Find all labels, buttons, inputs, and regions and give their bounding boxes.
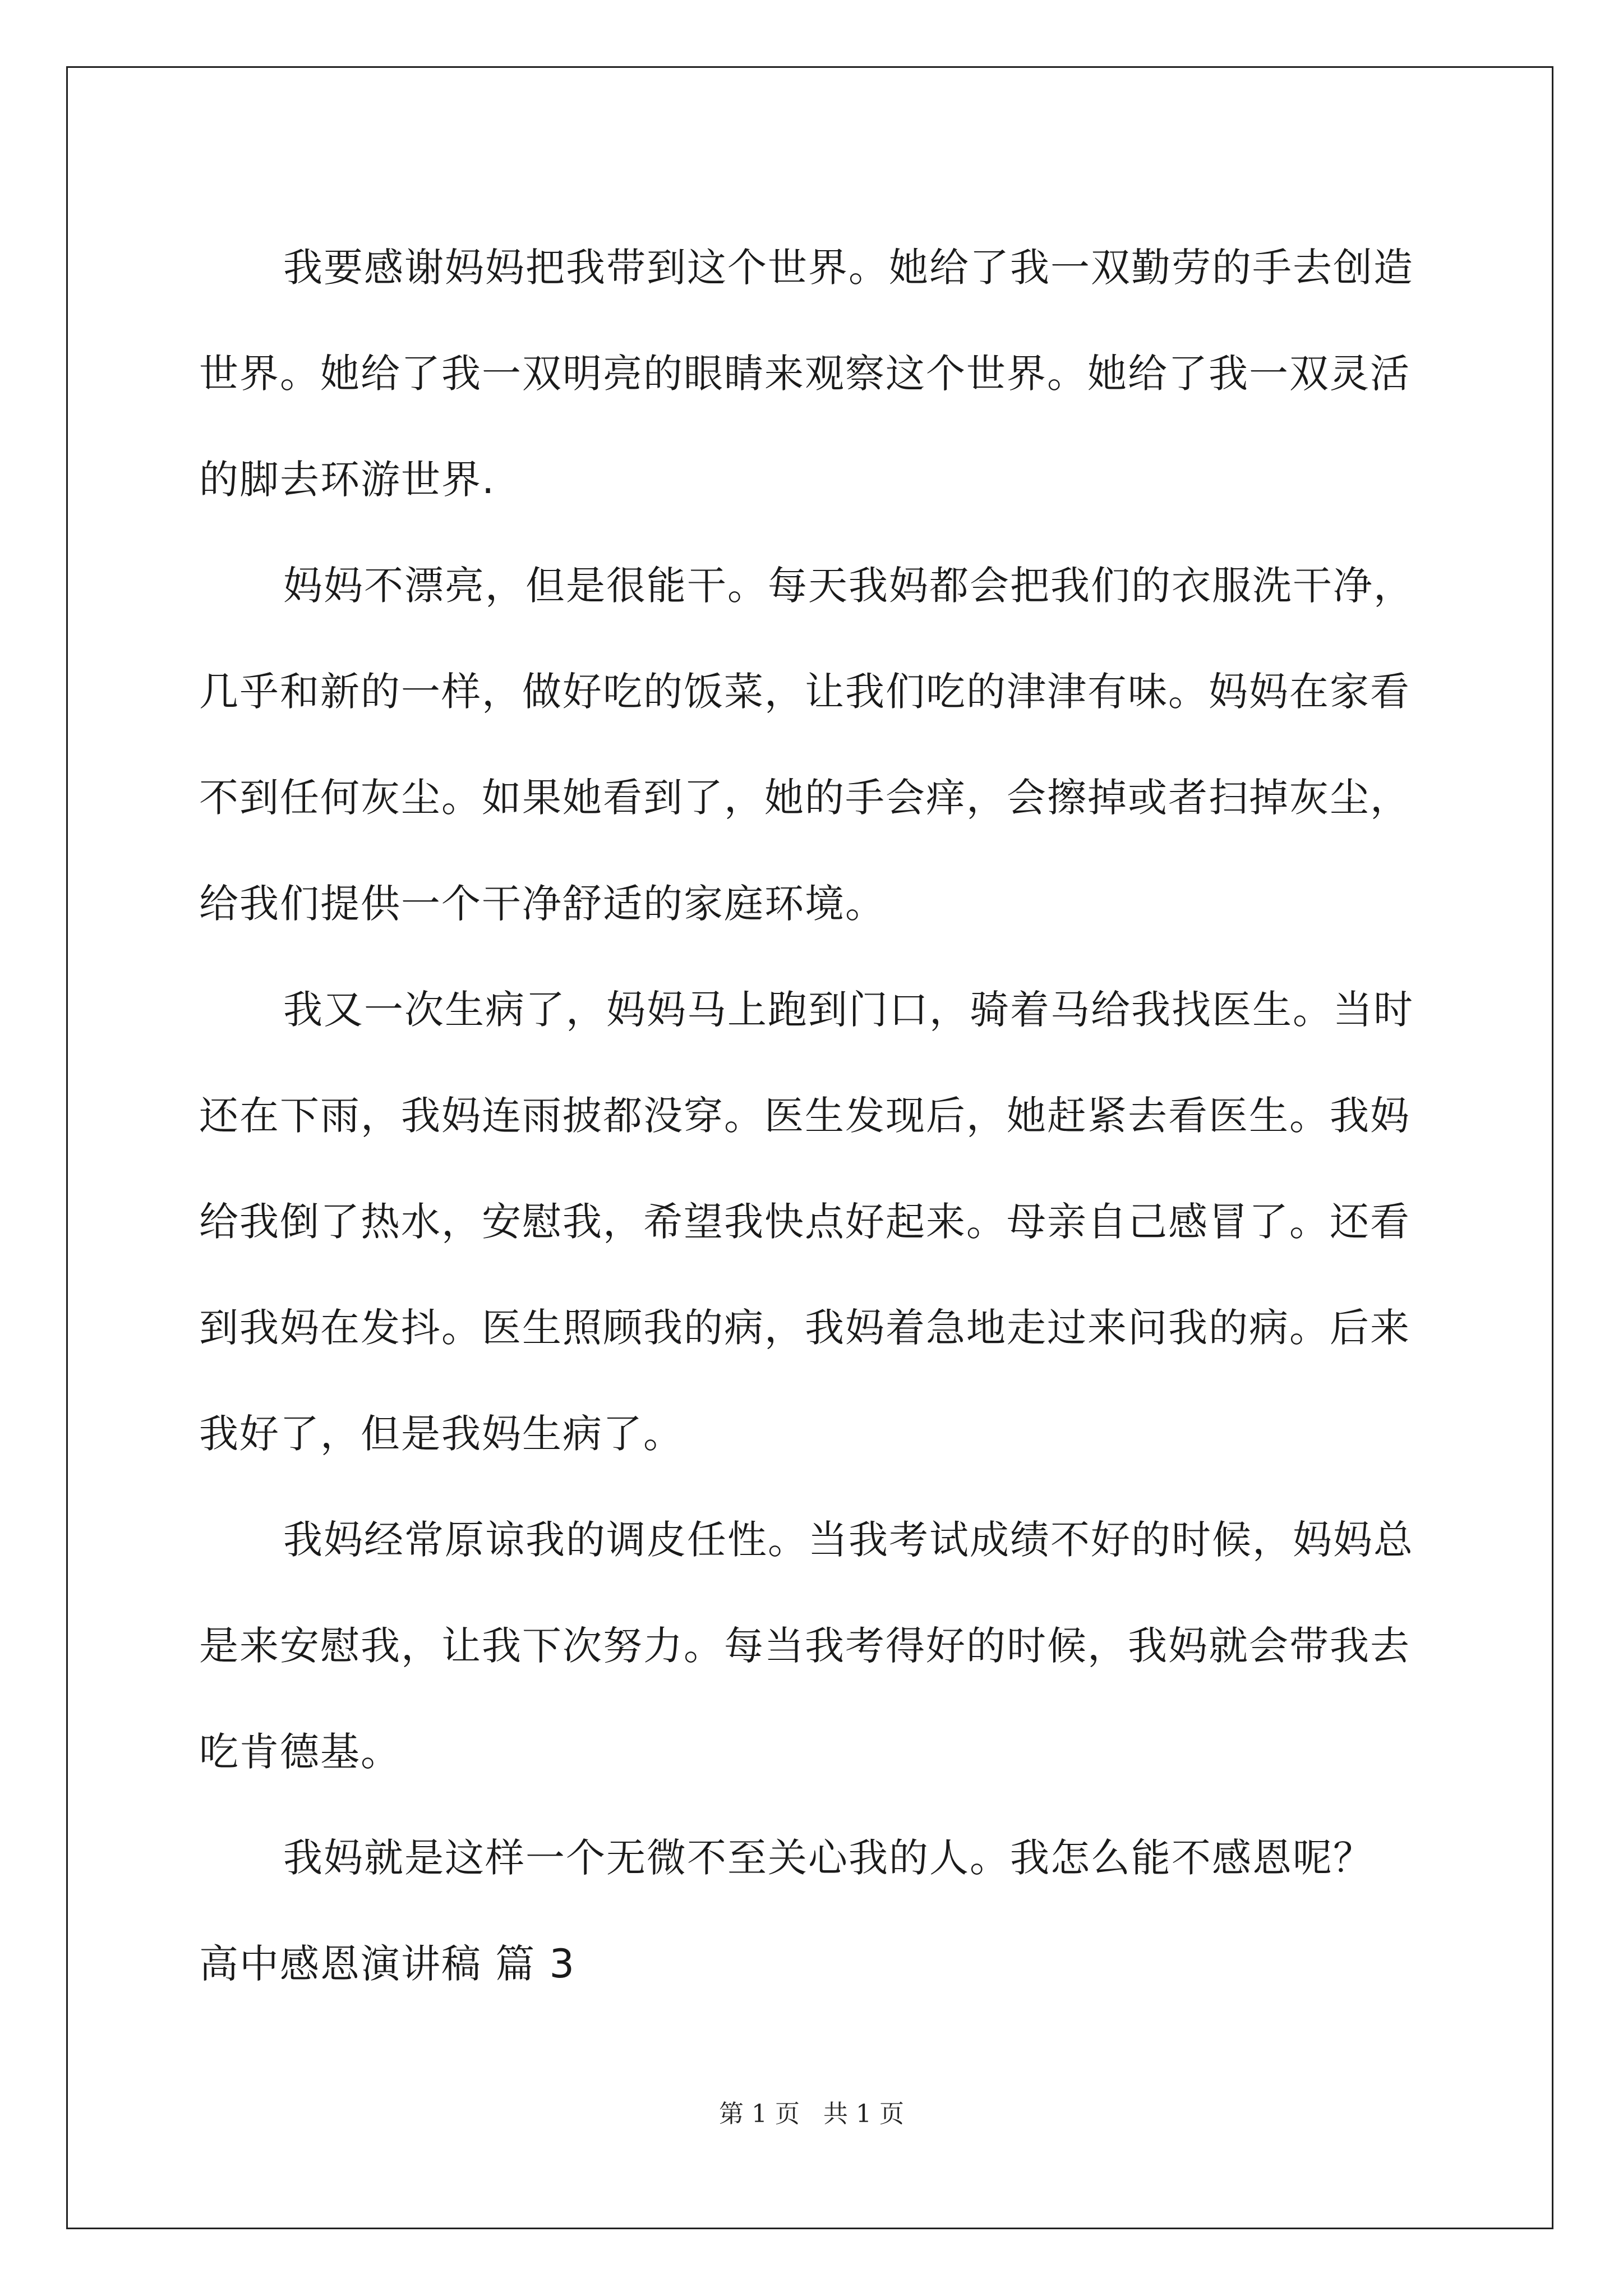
paragraph-line: 给我倒了热水，安慰我，希望我快点好起来。母亲自己感冒了。还看: [199, 1199, 1410, 1245]
section-heading: 高中感恩演讲稿 篇 3: [199, 1941, 576, 1987]
paragraph-line: 到我妈在发抖。医生照顾我的病，我妈着急地走过来问我的病。后来: [199, 1305, 1410, 1351]
paragraph-3: [199, 957, 1427, 1487]
paragraph-line: 世界。她给了我一双明亮的眼睛来观察这个世界。她给了我一双灵活: [199, 351, 1410, 397]
paragraph-2: [199, 533, 1427, 957]
paragraph-5: [199, 1805, 1427, 1911]
paragraph-line: 给我们提供一个干净舒适的家庭环境。: [199, 881, 886, 927]
paragraph-line: 是来安慰我，让我下次努力。每当我考得好的时候，我妈就会带我去: [199, 1623, 1410, 1669]
paragraph-line: 我妈就是这样一个无微不至关心我的人。我怎么能不感恩呢？: [283, 1835, 1373, 1881]
page-number-footer: 第 1 页 共 1 页: [719, 2100, 904, 2128]
paragraph-4: [199, 1487, 1427, 1805]
paragraph-line: 几乎和新的一样，做好吃的饭菜，让我们吃的津津有味。妈妈在家看: [199, 669, 1410, 715]
paragraph-line: 我又一次生病了，妈妈马上跑到门口，骑着马给我找医生。当时: [283, 987, 1414, 1033]
paragraph-line: 我要感谢妈妈把我带到这个世界。她给了我一双勤劳的手去创造: [283, 245, 1414, 291]
paragraph-line: 的脚去环游世界.: [199, 457, 496, 503]
paragraph-line: 我好了，但是我妈生病了。: [199, 1411, 684, 1457]
paragraph-1: [199, 215, 1427, 533]
paragraph-line: 吃肯德基。: [199, 1729, 401, 1775]
paragraph-line: 我妈经常原谅我的调皮任性。当我考试成绩不好的时候，妈妈总: [283, 1517, 1414, 1563]
paragraph-line: 不到任何灰尘。如果她看到了，她的手会痒，会擦掉或者扫掉灰尘，: [199, 775, 1410, 821]
paragraph-line: 妈妈不漂亮，但是很能干。每天我妈都会把我们的衣服洗干净，: [283, 563, 1414, 609]
paragraph-line: 还在下雨，我妈连雨披都没穿。医生发现后，她赶紧去看医生。我妈: [199, 1093, 1410, 1139]
document-body: [199, 215, 1427, 2017]
